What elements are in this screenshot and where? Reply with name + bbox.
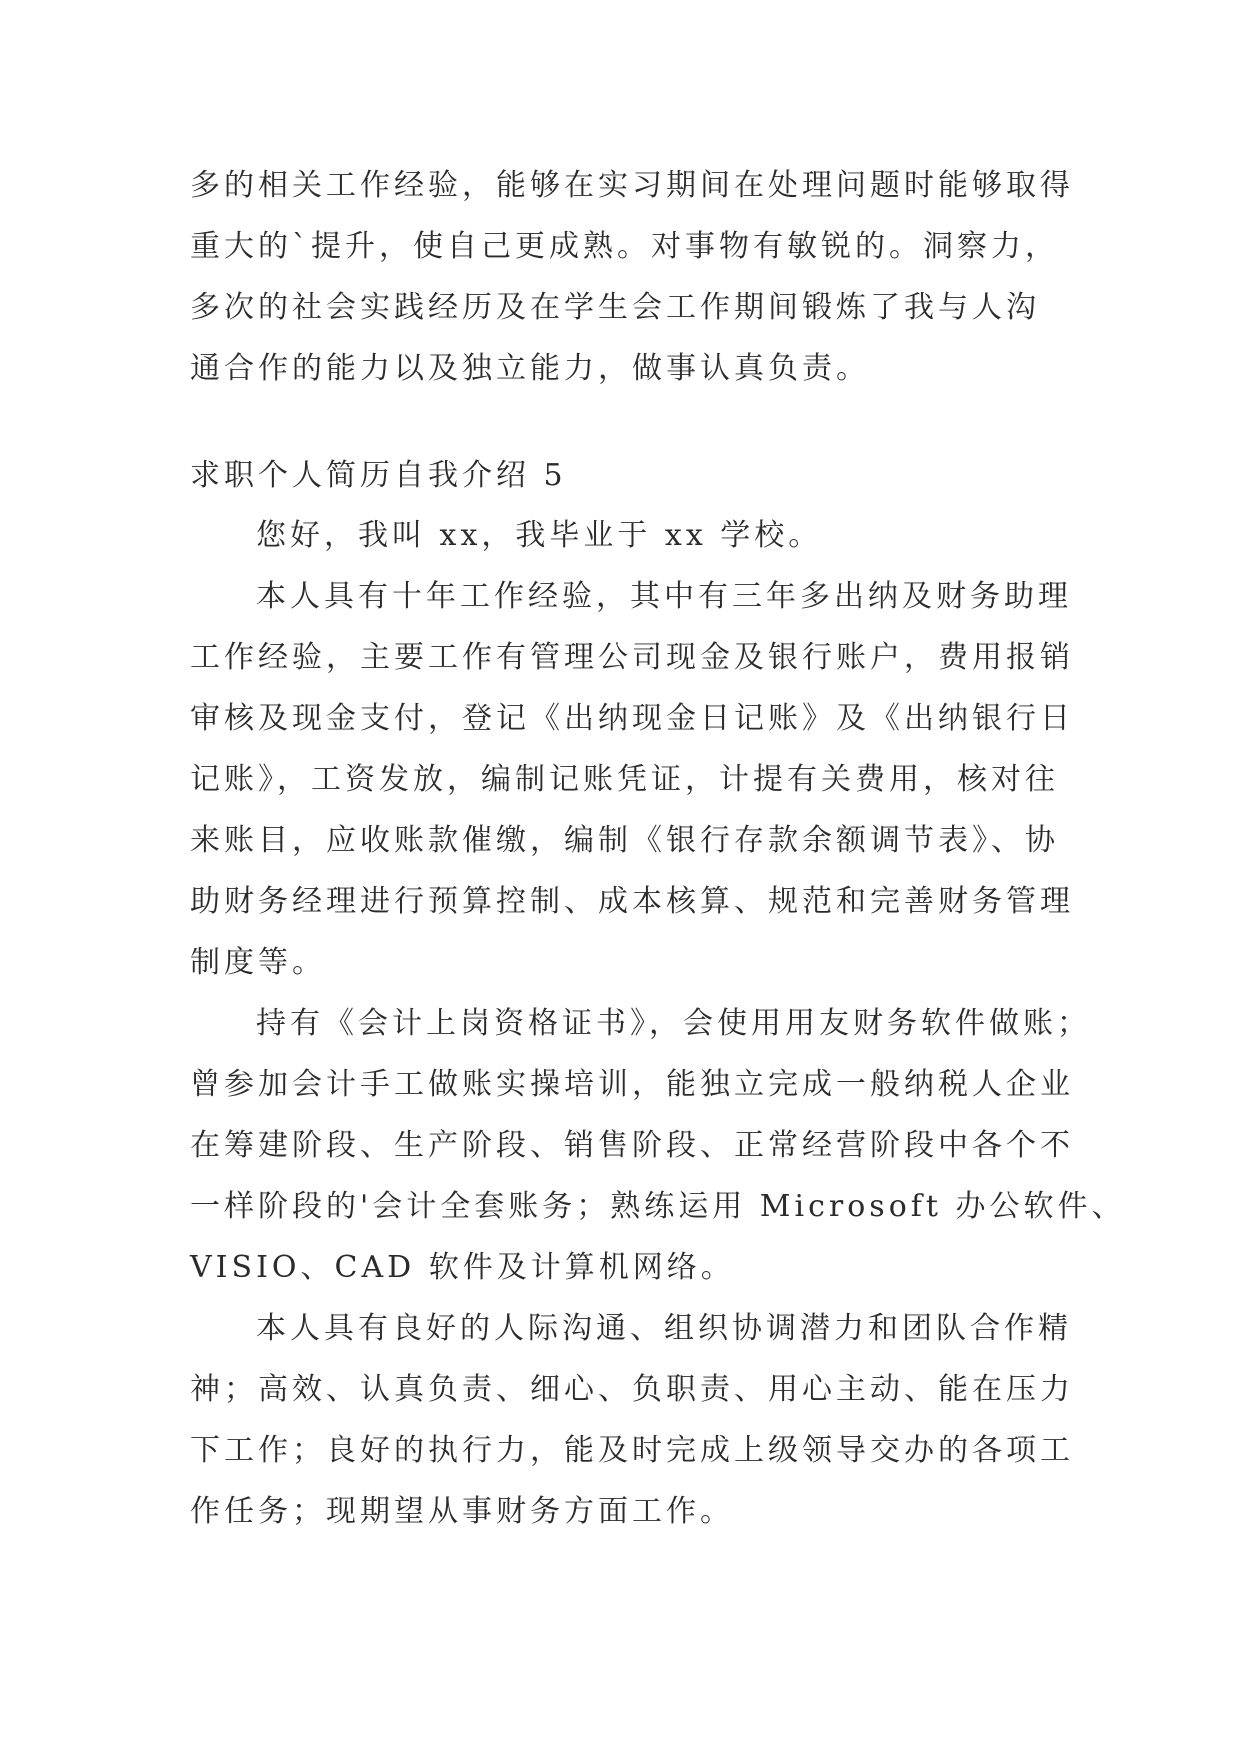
text-line: 在筹建阶段、生产阶段、销售阶段、正常经营阶段中各个不 <box>190 1128 1074 1163</box>
text-line: 作任务；现期望从事财务方面工作。 <box>190 1494 734 1529</box>
text-line: 曾参加会计手工做账实操培训，能独立完成一般纳税人企业 <box>190 1067 1074 1102</box>
text-line: 助财务经理进行预算控制、成本核算、规范和完善财务管理 <box>190 884 1074 919</box>
section-body <box>190 505 1126 1542</box>
text-line: 审核及现金支付，登记《出纳现金日记账》及《出纳银行日 <box>190 701 1074 736</box>
text-line: 记账》，工资发放，编制记账凭证，计提有关费用，核对往 <box>190 762 1059 797</box>
greeting-line: 您好，我叫 xx，我毕业于 xx 学校。 <box>256 518 823 553</box>
text-line: 一样阶段的'会计全套账务；熟练运用 Microsoft 办公软件、 <box>190 1189 1126 1224</box>
text-line: 多的相关工作经验，能够在实习期间在处理问题时能够取得 <box>190 168 1074 203</box>
text-line: VISIO、CAD 软件及计算机网络。 <box>190 1250 735 1285</box>
text-line: 下工作；良好的执行力，能及时完成上级领导交办的各项工 <box>190 1433 1074 1468</box>
section-heading: 求职个人简历自我介绍 5 <box>190 458 567 493</box>
text-line: 通合作的能力以及独立能力，做事认真负责。 <box>190 351 870 386</box>
text-line: 多次的社会实践经历及在学生会工作期间锻炼了我与人沟 <box>190 290 1040 325</box>
text-line: 本人具有良好的人际沟通、组织协调潜力和团队合作精 <box>256 1311 1072 1346</box>
text-line: 神；高效、认真负责、细心、负职责、用心主动、能在压力 <box>190 1372 1074 1407</box>
text-line: 重大的`提升，使自己更成熟。对事物有敏锐的。洞察力， <box>190 229 1059 264</box>
text-line: 本人具有十年工作经验，其中有三年多出纳及财务助理 <box>256 579 1072 614</box>
text-line: 持有《会计上岗资格证书》，会使用用友财务软件做账； <box>256 1006 1091 1041</box>
continuation-paragraph <box>190 155 1074 399</box>
text-line: 制度等。 <box>190 945 326 980</box>
text-line: 工作经验，主要工作有管理公司现金及银行账户，费用报销 <box>190 640 1074 675</box>
section-heading-block <box>190 445 1060 506</box>
text-line: 来账目，应收账款催缴，编制《银行存款余额调节表》、协 <box>190 823 1059 858</box>
